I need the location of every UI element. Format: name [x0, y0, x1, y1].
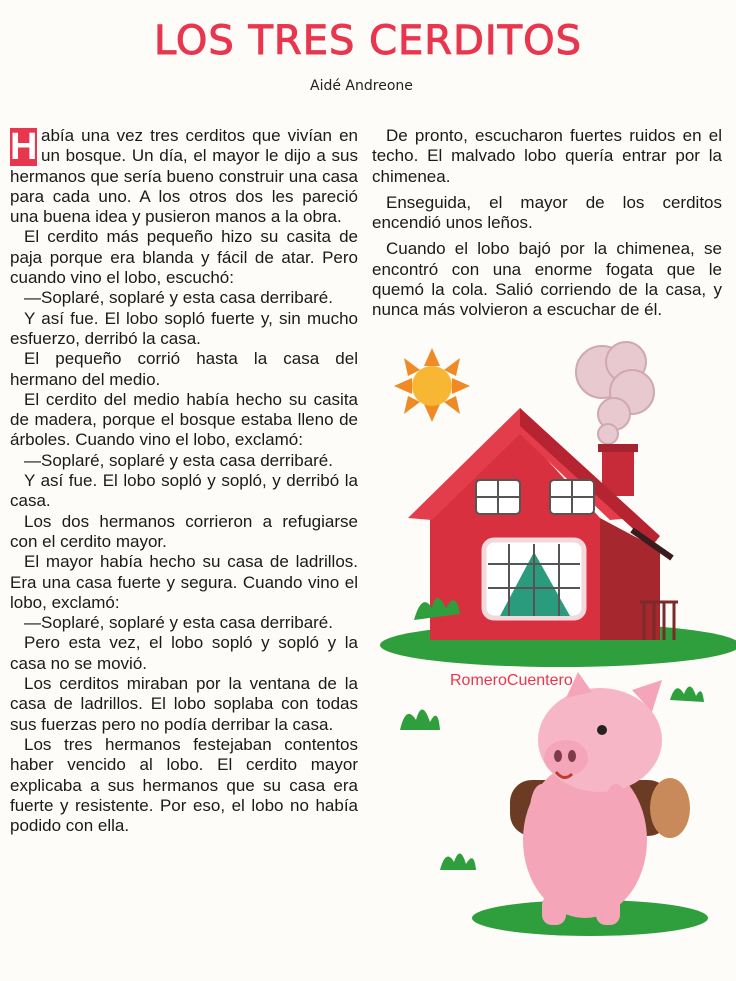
paragraph: De pronto, escucharon fuertes ruidos en el techo. El malvado lobo quería entrar por la chimenea. — [372, 126, 722, 186]
paragraph: Y así fue. El lobo sopló fuerte y, sin mucho esfuerzo, derribó la casa. — [10, 308, 358, 348]
sun-icon — [394, 348, 470, 422]
smoke-icon — [576, 342, 654, 444]
paragraph: Cuando el lobo bajó por la chimenea, se encontró con una enorme fogata que le quemó la cola. Salió corriendo de la casa, y nunca más volvieron a escuchar de él. — [372, 239, 722, 320]
paragraph: Enseguida, el mayor de los cerditos encendió unos leños. — [372, 192, 722, 233]
paragraph: El cerdito más pequeño hizo su casita de paja porque era blanda y fácil de atar. Pero cuando vino el lobo, escuchó: — [10, 227, 358, 288]
paragraph: El cerdito del medio había hecho su casita de madera, porque el bosque estaba lleno de árboles. Cuando vino el lobo, exclamó: — [10, 389, 358, 450]
paragraph: —Soplaré, soplaré y esta casa derribaré. — [24, 288, 333, 308]
paragraph: El pequeño corrió hasta la casa del hermano del medio. — [10, 349, 358, 389]
paragraph: Los cerditos miraban por la ventana de la casa de ladrillos. El lobo soplaba con todas sus fuerzas pero no podía derribar la casa. — [10, 674, 358, 734]
paragraph: Los dos hermanos corrieron a refugiarse con el cerdito mayor. — [10, 511, 358, 551]
pig-illustration — [510, 672, 690, 925]
paragraph: —Soplaré, soplaré y esta casa derribaré. — [24, 450, 333, 470]
paragraph: H abía una vez tres cerditos que vivían en un bosque. Un día, el mayor le dijo a sus hermanos que sería bueno construir una casa para cada uno. A los otros dos les pareció una buena idea y pusieron manos a la obra. — [10, 126, 358, 227]
paragraph: Pero esta vez, el lobo sopló y sopló y la casa no se movió. — [10, 633, 358, 673]
paragraph: El mayor había hecho su casa de ladrillos. Era una casa fuerte y segura. Cuando vino el lobo, exclamó: — [10, 552, 358, 612]
watermark: RomeroCuentero — [450, 672, 573, 689]
paragraph: —Soplaré, soplaré y esta casa derribaré. — [24, 613, 333, 633]
paragraph: Y así fue. El lobo sopló y sopló, y derribó la casa. — [10, 471, 358, 511]
author-name: Aidé Andreone — [310, 78, 413, 94]
right-text-column — [372, 126, 722, 321]
story-illustration — [370, 340, 736, 940]
paragraph: Los tres hermanos festejaban contentos haber vencido al lobo. El cerdito mayor explicaba a sus hermanos que su casa era fuerte y resistente. Por eso, el lobo no había podido con ella. — [10, 734, 358, 836]
story-title: LOS TRES CERDITOS — [154, 18, 582, 64]
left-text-column — [10, 126, 358, 836]
drop-cap: H — [10, 126, 38, 168]
